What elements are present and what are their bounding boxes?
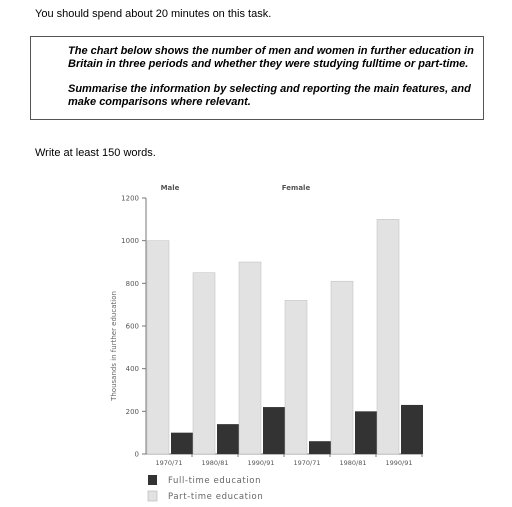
bar-full-time: [401, 405, 423, 454]
y-tick-label: 1200: [121, 194, 139, 203]
legend-label: Full-time education: [168, 476, 262, 486]
group-label: Male: [160, 184, 180, 192]
x-tick-label: 1980/81: [201, 459, 229, 467]
y-tick-label: 400: [125, 365, 139, 374]
legend-label: Part-time education: [168, 492, 264, 502]
bar-part-time: [377, 219, 399, 454]
bar-part-time: [239, 262, 261, 454]
legend-swatch: [148, 475, 157, 485]
bar-part-time: [331, 281, 353, 454]
group-label: Female: [281, 184, 311, 192]
x-tick-label: 1970/71: [293, 459, 321, 467]
time-instruction: You should spend about 20 minutes on this task.: [35, 8, 272, 20]
x-tick-label: 1990/91: [385, 459, 413, 467]
bar-full-time: [263, 407, 285, 454]
y-tick-label: 200: [125, 407, 139, 416]
x-tick-label: 1990/91: [247, 459, 275, 467]
bar-full-time: [309, 441, 331, 454]
y-tick-label: 800: [125, 279, 139, 288]
y-tick-label: 0: [134, 450, 139, 459]
bar-part-time: [193, 273, 215, 454]
bar-part-time: [285, 300, 307, 454]
bar-full-time: [355, 411, 377, 454]
legend-swatch: [148, 491, 157, 501]
bar-full-time: [217, 424, 239, 454]
bar-full-time: [171, 433, 193, 454]
x-tick-label: 1970/71: [155, 459, 183, 467]
task-prompt-description: The chart below shows the number of men and women in further education in Britain in three periods and whether they were studying fulltime or part-time.: [68, 45, 474, 70]
x-tick-label: 1980/81: [339, 459, 367, 467]
y-tick-label: 600: [125, 322, 139, 331]
word-count-instruction: Write at least 150 words.: [35, 147, 156, 159]
bar-part-time: [147, 241, 169, 454]
y-tick-label: 1000: [121, 237, 139, 246]
task-prompt-instruction: Summarise the information by selecting and reporting the main features, and make comparisons where relevant.: [68, 83, 471, 108]
y-axis-label: Thousands in further education: [110, 291, 118, 401]
